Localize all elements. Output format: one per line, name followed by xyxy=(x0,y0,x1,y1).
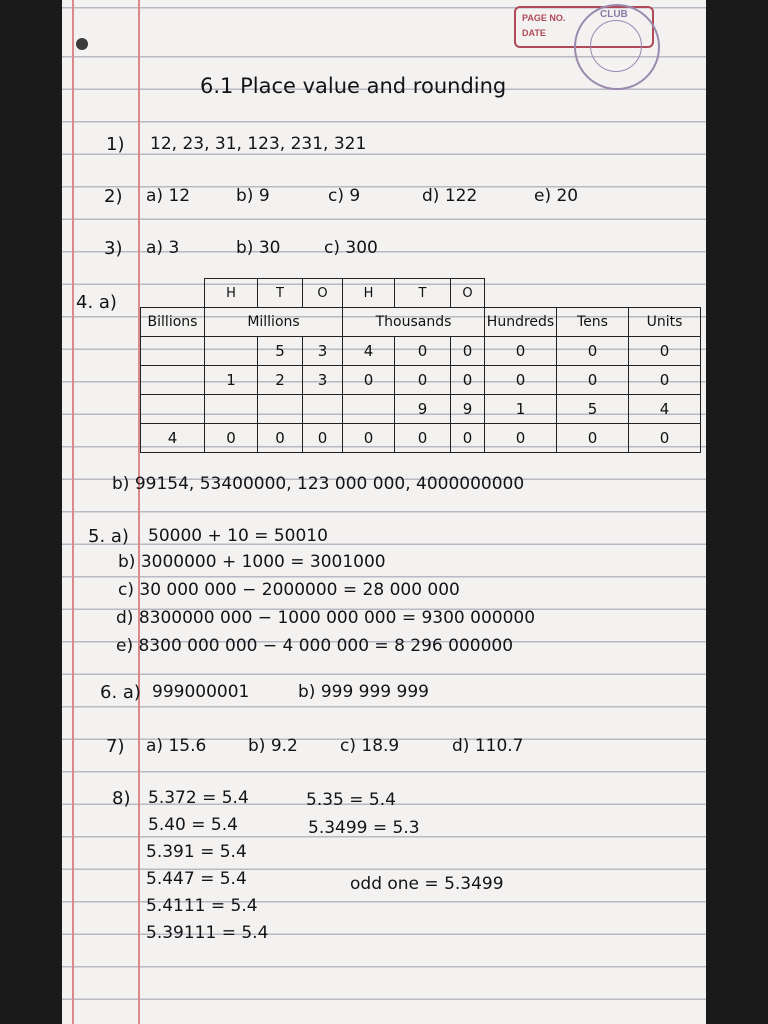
table-row xyxy=(141,337,701,366)
margin-line-right xyxy=(138,0,140,1024)
table-cell: 9 xyxy=(451,395,485,424)
q2-part-c: c) 9 xyxy=(328,186,361,206)
table-cell: 0 xyxy=(557,366,629,395)
table-cell: 0 xyxy=(303,424,343,453)
q8-left-1: 5.372 = 5.4 xyxy=(148,788,249,808)
table-cell: 0 xyxy=(395,424,451,453)
table-cell: 0 xyxy=(451,366,485,395)
q8-right-1: 5.35 = 5.4 xyxy=(306,790,396,810)
q2-number: 2) xyxy=(104,186,123,207)
q4-number: 4. a) xyxy=(76,292,117,313)
q3-part-a: a) 3 xyxy=(146,238,180,258)
q3-number: 3) xyxy=(104,238,123,259)
table-cell: 2 xyxy=(258,366,303,395)
q1-answer: 12, 23, 31, 123, 231, 321 xyxy=(150,134,367,154)
table-cell: 4 xyxy=(343,337,395,366)
q1-number: 1) xyxy=(106,134,125,155)
page-no-label: PAGE NO. xyxy=(522,13,566,23)
table-cell xyxy=(141,395,205,424)
q8-odd-one: odd one = 5.3499 xyxy=(350,874,504,894)
table-cell: 5 xyxy=(258,337,303,366)
margin-line-left xyxy=(72,0,74,1024)
q8-left-2: 5.40 = 5.4 xyxy=(148,815,238,835)
table-cell xyxy=(258,395,303,424)
table-cell: 0 xyxy=(557,424,629,453)
table-cell: 0 xyxy=(343,424,395,453)
table-cell xyxy=(205,337,258,366)
table-cell: 0 xyxy=(258,424,303,453)
q3-part-b: b) 30 xyxy=(236,238,281,258)
table-cell: 0 xyxy=(451,337,485,366)
sub-header-h: H xyxy=(205,279,258,308)
q5-line-e: e) 8300 000 000 − 4 000 000 = 8 296 000000 xyxy=(116,636,514,656)
table-cell: 4 xyxy=(629,395,701,424)
place-value-table xyxy=(140,278,701,453)
q7-number: 7) xyxy=(106,736,125,757)
q7-part-b: b) 9.2 xyxy=(248,736,298,756)
q2-part-e: e) 20 xyxy=(534,186,579,206)
sub-header-h: H xyxy=(343,279,395,308)
table-cell: 0 xyxy=(451,424,485,453)
table-cell: 0 xyxy=(343,366,395,395)
q5-line-c: c) 30 000 000 − 2000000 = 28 000 000 xyxy=(118,580,460,600)
sub-header-t: T xyxy=(258,279,303,308)
table-cell: 3 xyxy=(303,337,343,366)
q7-part-d: d) 110.7 xyxy=(452,736,524,756)
table-row xyxy=(141,424,701,453)
q8-left-4: 5.447 = 5.4 xyxy=(146,869,247,889)
table-cell: 0 xyxy=(557,337,629,366)
table-cell: 1 xyxy=(485,395,557,424)
club-seal xyxy=(574,4,660,90)
table-cell: 1 xyxy=(205,366,258,395)
header-millions: Millions xyxy=(205,308,343,337)
q7-part-a: a) 15.6 xyxy=(146,736,207,756)
table-cell xyxy=(205,395,258,424)
table-cell: 0 xyxy=(485,366,557,395)
table-header-row xyxy=(141,308,701,337)
table-cell xyxy=(141,366,205,395)
q8-left-6: 5.39111 = 5.4 xyxy=(146,923,269,943)
q8-left-3: 5.391 = 5.4 xyxy=(146,842,247,862)
q2-part-a: a) 12 xyxy=(146,186,191,206)
q8-left-5: 5.4111 = 5.4 xyxy=(146,896,258,916)
table-cell xyxy=(141,337,205,366)
q5-number: 5. a) xyxy=(88,526,129,547)
club-seal-inner xyxy=(590,20,642,72)
page-title: 6.1 Place value and rounding xyxy=(200,74,507,98)
sub-header-o: O xyxy=(303,279,343,308)
q6-number: 6. a) xyxy=(100,682,141,703)
q8-number: 8) xyxy=(112,788,131,809)
table-cell: 0 xyxy=(629,366,701,395)
header-tens: Tens xyxy=(557,308,629,337)
table-cell: 9 xyxy=(395,395,451,424)
q2-part-d: d) 122 xyxy=(422,186,478,206)
q5-line-b: b) 3000000 + 1000 = 3001000 xyxy=(118,552,386,572)
sub-header-o: O xyxy=(451,279,485,308)
date-label: DATE xyxy=(522,28,546,38)
q4-part-b: b) 99154, 53400000, 123 000 000, 4000000000 xyxy=(112,474,525,494)
q6-part-a: 999000001 xyxy=(152,682,250,702)
header-hundreds: Hundreds xyxy=(485,308,557,337)
table-cell: 0 xyxy=(395,337,451,366)
table-cell: 5 xyxy=(557,395,629,424)
q6-part-b: b) 999 999 999 xyxy=(298,682,429,702)
sub-header-t: T xyxy=(395,279,451,308)
table-subheader-row xyxy=(141,279,701,308)
table-cell: 0 xyxy=(629,337,701,366)
q3-part-c: c) 300 xyxy=(324,238,378,258)
table-cell: 0 xyxy=(485,337,557,366)
table-cell: 0 xyxy=(485,424,557,453)
q5-line-d: d) 8300000 000 − 1000 000 000 = 9300 000000 xyxy=(116,608,536,628)
table-cell: 4 xyxy=(141,424,205,453)
table-cell: 0 xyxy=(205,424,258,453)
table-row xyxy=(141,366,701,395)
header-units: Units xyxy=(629,308,701,337)
header-thousands: Thousands xyxy=(343,308,485,337)
table-cell xyxy=(303,395,343,424)
table-cell: 3 xyxy=(303,366,343,395)
q8-right-2: 5.3499 = 5.3 xyxy=(308,818,420,838)
q5-line-a: 50000 + 10 = 50010 xyxy=(148,526,328,546)
table-cell: 0 xyxy=(629,424,701,453)
table-cell xyxy=(343,395,395,424)
q2-part-b: b) 9 xyxy=(236,186,270,206)
table-row xyxy=(141,395,701,424)
notebook-page xyxy=(62,0,706,1024)
table-cell: 0 xyxy=(395,366,451,395)
binder-hole xyxy=(76,38,88,50)
club-seal-text: CLUB xyxy=(600,9,628,20)
q7-part-c: c) 18.9 xyxy=(340,736,400,756)
header-billions: Billions xyxy=(141,308,205,337)
